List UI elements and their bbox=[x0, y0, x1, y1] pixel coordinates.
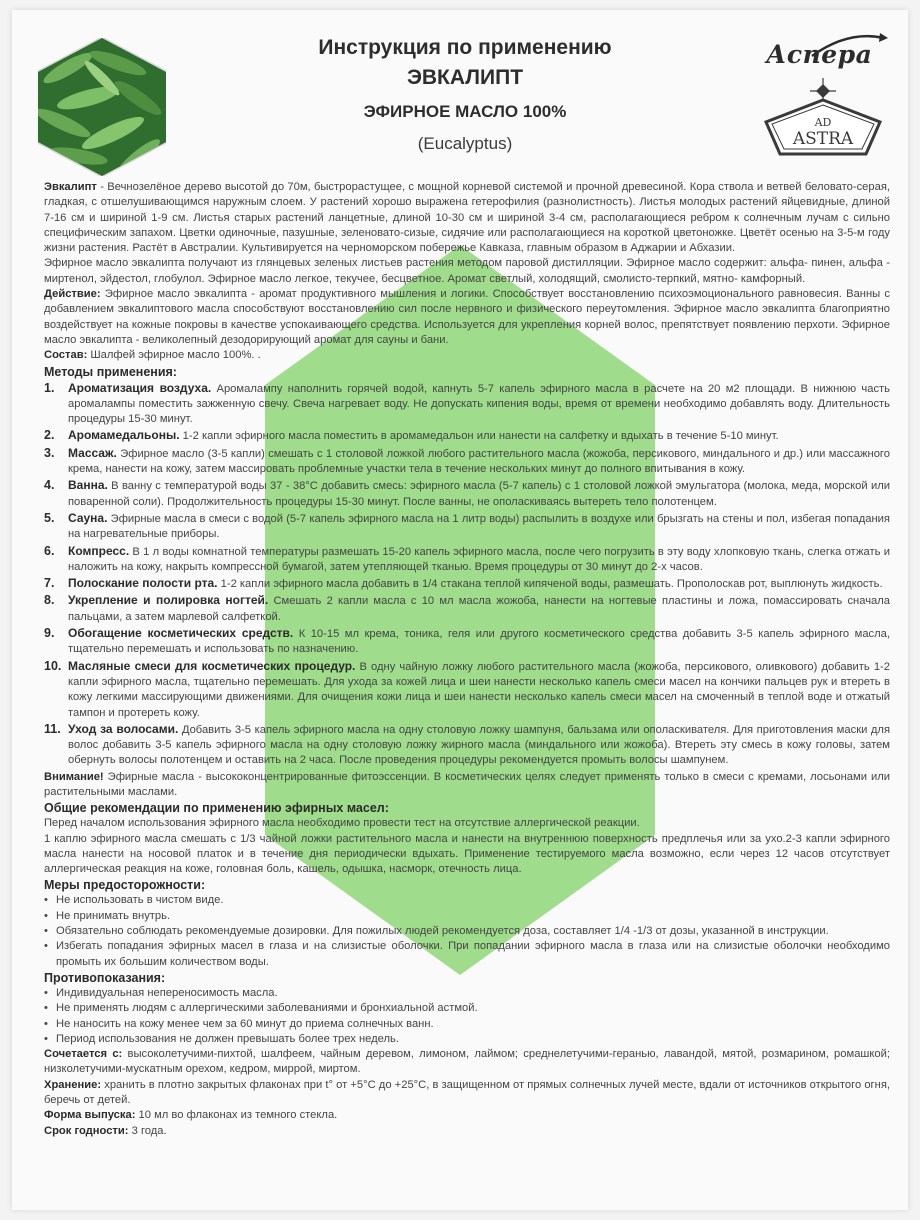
storage-label: Хранение: bbox=[44, 1078, 102, 1091]
instruction-title: Инструкция по применению bbox=[318, 36, 612, 59]
warning-paragraph: Внимание! Эфирные масла - высококонцентрированные фитоэссенции. В косметических целях следует применять только в смеси с кремами, лосьонами или растительными маслами. bbox=[44, 770, 890, 798]
method-item: 2. Аромамедальоны. 1-2 капли эфирного масла поместить в аромамедальон или нанести на салфетку и вдыхать в течение 5-10 минут. bbox=[44, 428, 779, 443]
method-item: 7. Полоскание полости рта. 1-2 капли эфирного масла добавить в 1/4 стакана теплой кипяченой воды, размешать. Прополоскав рот, выплюнуть жидкость. bbox=[44, 576, 883, 591]
bullet-icon: • bbox=[44, 1017, 48, 1030]
instruction-body bbox=[44, 180, 890, 1139]
combines-label: Сочетается с: bbox=[44, 1048, 123, 1061]
astra-ad-text: AD bbox=[814, 116, 832, 129]
method-item: 6. Компресс. В 1 л воды комнатной температуры размешать 15-20 капель эфирного масла, после чего погрузить в эту воду хлопковую ткань, слегка отжать и наложить на кожу, накрыть компрессной бумагой, затем утепляющей тканью. Время процедуры от 30 минут до 2-х часов. bbox=[44, 543, 890, 573]
list-item: • Не применять людям с аллергическими заболеваниями и бронхиальной астмой. bbox=[44, 1001, 890, 1016]
intro-paragraph: Эвкалипт - Вечнозелёное дерево высотой до 70м, быстрорастущее, с мощной корневой системой и прочной древесиной. Кора ствола и ветвей беловато-серая, гладкая, с отшелушивающимся наружным слоем. У растений хорошо выражена гетерофилия (разнолистность). Листья молодых растений яйцевидные, длиной 7-16 см и шириной 1-9 см. Листья старых растений ланцетные, длиной 10-30 см и шириной 3-4 см, располагающиеся ребром к солнечным лучам с сильно специфическим запахом. Цветки одиночные, пазушные, зеленовато-сизые, сидячие или располагающиеся на короткой цветоножке. Цветёт осенью на 3-5-м году жизни растения. Растёт в Австралии. Культивируется на черноморском побережье Кавказа, главным образом в Аджарии и Абхазии. bbox=[44, 181, 890, 255]
storage-paragraph: Хранение: хранить в плотно закрытых флаконах при t° от +5°С до +25°С, в защищенном от прямых солнечных лучей месте, вдали от источников открытого огня, беречь от детей. bbox=[44, 1078, 890, 1107]
method-item: 9. Обогащение косметических средств. К 10-15 мл крема, тоника, геля или другого косметического средства добавить 3-5 капель эфирного масла, тщательно перемешать и использовать по назначению. bbox=[44, 626, 890, 656]
action-label: Действие: bbox=[44, 288, 101, 301]
product-subtitle: ЭФИРНОЕ МАСЛО 100% bbox=[363, 102, 567, 121]
bullet-icon: • bbox=[44, 940, 48, 953]
list-item: • Индивидуальная непереносимость масла. bbox=[44, 986, 890, 1001]
intro-label: Эвкалипт bbox=[44, 181, 97, 193]
list-item: • Не использовать в чистом виде. bbox=[44, 893, 890, 908]
methods-heading: Методы применения: bbox=[44, 364, 177, 379]
ad-astra-emblem bbox=[762, 78, 884, 158]
method-item: 8. Укрепление и полировка ногтей. Смешать 2 капли масла с 10 мл масла жожоба, нанести на ногтевые пластины и ложа, помассировать сначала пальцами, а затем марлевой салфеткой. bbox=[44, 593, 891, 623]
composition-label: Состав: bbox=[44, 349, 88, 362]
method-item: 10. Масляные смеси для косметических процедур. В одну чайную ложку любого растительного масла (жожоба, персикового, оливкового) добавить 1-2 капли эфирного масла, тщательно перемешать. Для ухода за кожей лица и шеи нанести несколько капель смеси масел на кончики пальцев рук и втереть в кожу легкими массирующими движениями. Для очищения кожи лица и шеи нанести несколько капель смеси масел на смоченный в теплой воде и отжатый тампон и протереть кожу. bbox=[44, 658, 890, 719]
general-instructions: 1 каплю эфирного масла смешать с 1/3 чайной ложки растительного масла и нанести на внутреннюю поверхность предплечья или за ухо.2-3 капли эфирного масла нанести на носовой платок и в течение дня периодически вдыхать. Применение тестируемого масла возможно, если через 12 часов отсутствует аллергическая реакция на коже, головная боль, кашель, одышка, насморк, отечность лица. bbox=[44, 832, 890, 876]
bullet-icon: • bbox=[44, 1032, 48, 1045]
method-item: 11. Уход за волосами. Добавить 3-5 капель эфирного масла на одну столовую ложку шампуня, бальзама или ополаскивателя. Для приготовления маски для волос добавить 3-5 капель эфирного масла на одну столовую ложку жирного масла (миндального или жожоба). Втереть эту смесь в кожу головы, затем обернуть волосы полотенцем и оставить на 2 часа. После проведения процедуры рекомендуется промыть волосы шампунем. bbox=[44, 721, 890, 767]
shelf-life-paragraph: Срок годности: 3 года. bbox=[44, 1124, 167, 1137]
contra-heading: Противопоказания: bbox=[44, 970, 166, 985]
method-item: 4. Ванна. В ванну с температурой воды 37 - 38°С добавить смесь: эфирного масла (5-7 капель) с 1 столовой ложкой эмульгатора (молока, меда, морской или поваренной соли). Продолжительность процедуры 15-30 минут. После ванны, не ополаскиваясь вытереть тело полотенцем. bbox=[44, 478, 890, 508]
composition-paragraph: Состав: Шалфей эфирное масло 100%. . bbox=[44, 349, 261, 362]
precautions-heading: Меры предосторожности: bbox=[44, 878, 206, 893]
form-paragraph: Форма выпуска: 10 мл во флаконах из темного стекла. bbox=[44, 1109, 338, 1122]
list-item: • Обязательно соблюдать рекомендуемые дозировки. Для пожилых людей рекомендуется доза, составляет 1/4 -1/3 от дозы, указанной в инструкции. bbox=[44, 924, 890, 939]
product-name: ЭВКАЛИПТ bbox=[406, 66, 524, 89]
bullet-icon: • bbox=[44, 1002, 48, 1015]
latin-name: (Eucalyptus) bbox=[417, 134, 513, 153]
method-item: 5. Сауна. Эфирные масла в смеси с водой (5-7 капель эфирного масла на 1 литр воды) распылить в воздухе или брызгать на стены и пол, избегая попадания на нагревательные приборы. bbox=[44, 510, 890, 541]
warning-label: Внимание! bbox=[44, 770, 104, 783]
oil-description: Эфирное масло эвкалипта получают из глянцевых зеленых листьев растения методом паровой дистилляции. Эфирное масло содержит: альфа- пинен, альфа - миртенол, эйдестол, глобулол. Эфирное масло легкое, текучее, бесцветное. Аромат светлый, холодящий, смолисто-терпкий, мятно- камфорный. bbox=[44, 257, 890, 285]
list-item: • Не наносить на кожу менее чем за 60 минут до приема солнечных ванн. bbox=[44, 1017, 890, 1032]
bullet-icon: • bbox=[44, 986, 48, 999]
list-item: • Не принимать внутрь. bbox=[44, 909, 890, 924]
method-item: 1. Ароматизация воздуха. Аромалампу наполнить горячей водой, капнуть 5-7 капель эфирного масла в расчете на 20 м2 площади. В нижнюю часть аромалампы поместить зажженную свечу. Свеча нагревает воду. Не допускать кипения воды, время от времени необходимо добавлять воду. Длительность процедуры 15-30 минут. bbox=[44, 380, 890, 426]
astra-name-text: ASTRA bbox=[792, 129, 854, 149]
combines-paragraph: Сочетается с: высоколетучими-пихтой, шалфеем, чайным деревом, лимоном, лаймом; среднелетучими-геранью, лавандой, мятой, розмарином, ромашкой; низколетучими-мускатным орехом, кедром, миррой, миртом. bbox=[44, 1048, 890, 1076]
shelf-life-label: Срок годности: bbox=[44, 1124, 129, 1137]
bullet-icon: • bbox=[44, 925, 48, 938]
general-heading: Общие рекомендации по применению эфирных масел: bbox=[44, 801, 389, 816]
list-item: • Избегать попадания эфирных масел в глаза и на слизистые оболочки. При попадании эфирного масла в глаза или на слизистые оболочки необходимо промыть их большим количеством воды. bbox=[44, 939, 890, 970]
list-item: • Период использования не должен превышать более трех недель. bbox=[44, 1032, 890, 1047]
method-item: 3. Массаж. Эфирное масло (3-5 капли) смешать с 1 столовой ложкой любого растительного масла (жожоба, персикового, миндального и др.) или массажного крема, нанести на кожу, затем массировать проблемные участки тела в течение нескольких минут до полного впитывания в кожу. bbox=[44, 445, 890, 476]
form-label: Форма выпуска: bbox=[44, 1109, 136, 1122]
brand-logo: Аспера bbox=[766, 40, 873, 69]
bullet-icon: • bbox=[44, 894, 48, 907]
action-paragraph: Действие: Эфирное масло эвкалипта - аромат продуктивного мышления и логики. Способствует восстановлению психоэмоционального равновесия. Ванны с добавлением эвкалиптового масла способствуют восстановлению сил после нервного и физического переутомления. Эфирное масло эвкалипта благоприятно воздействует на кожные покровы в качестве успокаивающего средства. Используется для укрепления корней волос, препятствует появлению перхоти. Эфирное масло эвкалипта - великолепный дезодорирующий аромат для сауны и бани. bbox=[44, 288, 890, 346]
eucalyptus-leaves-image bbox=[38, 38, 166, 176]
general-test: Перед началом использования эфирного масла необходимо провести тест на отсутствие аллергической реакции. bbox=[44, 817, 640, 830]
bullet-icon: • bbox=[44, 909, 48, 922]
